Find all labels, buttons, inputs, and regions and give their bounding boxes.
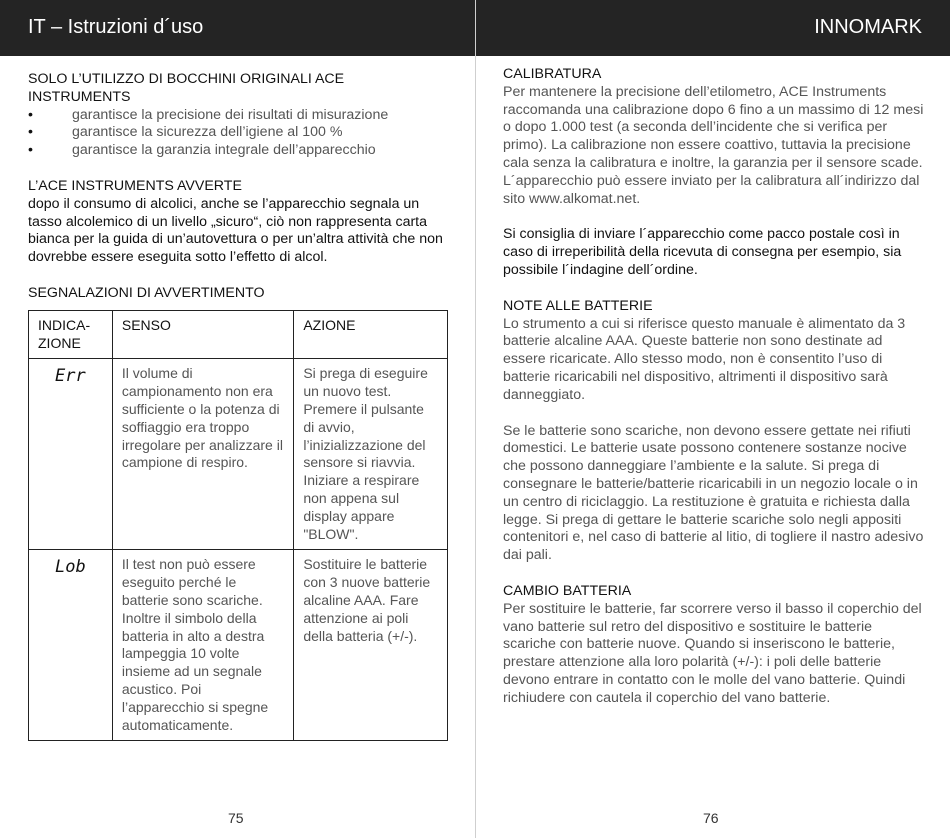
right-header-title: INNOMARK [814, 16, 922, 38]
right-content [503, 66, 928, 708]
right-page [476, 0, 950, 838]
calibration-heading: CALIBRATURA [503, 66, 602, 82]
azione-cell: Si prega di eseguire un nuovo test. Premere il pulsante di avvio, l’inizializzazione del sensore si riavvia. Iniziare a respirare non appena sul display appare "BLOW". [294, 359, 448, 550]
code-cell-err [29, 359, 113, 550]
warning-table [28, 310, 448, 742]
table-header-senso: SENSO [112, 310, 293, 359]
lob-display-icon [55, 556, 89, 576]
warning-heading: L’ACE INSTRUMENTS AVVERTE [28, 177, 242, 194]
azione-cell: Sostituire le batterie con 3 nuove batterie alcaline AAA. Fare attenzione ai poli della batteria (+/-). [294, 550, 448, 741]
intro-heading: SOLO L’UTILIZZO DI BOCCHINI ORIGINALI ACE INSTRUMENTS [28, 71, 345, 105]
table-row [29, 359, 448, 550]
battery-notes-text-2: Se le batterie sono scariche, non devono essere gettate nei rifiuti domestici. Le batterie usate possono contenere sostanze nocive che possono danneggiare l’ambiente e la salute. Si prega di consegnare le batterie/batterie ricaricabili in un negozio locale o in un centro di riciclaggio. La restituzione è gratuita e richiesta dalla legge. Si prega di gettare le batterie scariche solo negli appositi contenitori e, nel caso di batterie al litio, di togliere il nastro adesivo dai pali. [503, 422, 924, 564]
left-content [28, 71, 448, 741]
shipping-advice-text: Si consiglia di inviare l´apparecchio come pacco postale così in caso di irreperibilità della ricevuta di consegna per esempio, sia possibile l´indagine dell´ordine. [503, 226, 902, 278]
battery-notes-text-1: Lo strumento a cui si riferisce questo manuale è alimentato da 3 batterie alcaline AAA. Queste batterie non sono destinate ad essere ricaricate. Allo stesso modo, non è consentito l’uso di batterie ricaricabili nel dispositivo, altrimenti il dispositivo sarà danneggiato. [503, 315, 906, 403]
bullet-item: • garantisce la precisione dei risultati di misurazione [28, 107, 448, 125]
right-page-number: 76 [703, 810, 719, 826]
calibration-text: Per mantenere la precisione dell’etilometro, ACE Instruments raccomanda una calibrazione dopo 6 fino a un massimo di 12 mesi o dopo 1.000 test (a seconda dell’incidente che si verifica per primo). La calibrazione non essere coattivo, tuttavia la precisione cala senza la calibratura e inoltre, la garanzia per il sensore scade. L´apparecchio può essere inviato per la calibratura all´indirizzo dal sito www.alkomat.net. [503, 83, 924, 207]
code-cell-lob [29, 550, 113, 741]
right-header-bar [476, 0, 950, 56]
table-header-indicazione: INDICA- ZIONE [29, 310, 113, 359]
table-header-row [29, 310, 448, 359]
senso-cell: Il test non può essere eseguito perché le batterie sono scariche. Inoltre il simbolo della batteria in alto a destra lampeggia 10 volte insieme ad un segnale acustico. Poi l’apparecchio si spegne automaticamente. [112, 550, 293, 741]
table-header-azione: AZIONE [294, 310, 448, 359]
err-display-icon [55, 365, 89, 385]
battery-notes-heading: NOTE ALLE BATTERIE [503, 297, 653, 314]
warning-text: dopo il consumo di alcolici, anche se l’apparecchio segnala un tasso alcolemico di un livello „sicuro“, ciò non rappresenta carta bianca per la guida di un’autovettura o per un’altra attività che non dovrebbe essere eseguita sotto l’effetto di alcol. [28, 195, 443, 266]
left-page-number: 75 [228, 810, 244, 826]
battery-change-heading: CAMBIO BATTERIA [503, 582, 632, 599]
battery-change-text: Per sostituire le batterie, far scorrere verso il basso il coperchio del vano batterie sul retro del dispositivo e sostituire le batterie scariche con batterie nuove. Quando si inseriscono le batterie, prestare attenzione alla loro polarità (+/-): i poli delle batterie devono entrare in contatto con le molle del vano batterie. Quindi richiudere con cautela il coperchio del vano batterie. [503, 600, 922, 706]
lob-code-text: Lob [55, 557, 86, 577]
table-row [29, 550, 448, 741]
err-code-text: Err [55, 366, 86, 386]
bullet-item: • garantisce la garanzia integrale dell’apparecchio [28, 142, 448, 160]
left-header-title: IT – Istruzioni d´uso [28, 16, 204, 38]
left-header-bar [0, 0, 475, 56]
bullet-list [28, 107, 448, 160]
signals-heading: SEGNALAZIONI DI AVVERTIMENTO [28, 284, 265, 301]
bullet-item: • garantisce la sicurezza dell’igiene al 100 % [28, 124, 448, 142]
senso-cell: Il volume di campionamento non era sufficiente o la potenza di soffiaggio era troppo irregolare per analizzare il campione di respiro. [112, 359, 293, 550]
